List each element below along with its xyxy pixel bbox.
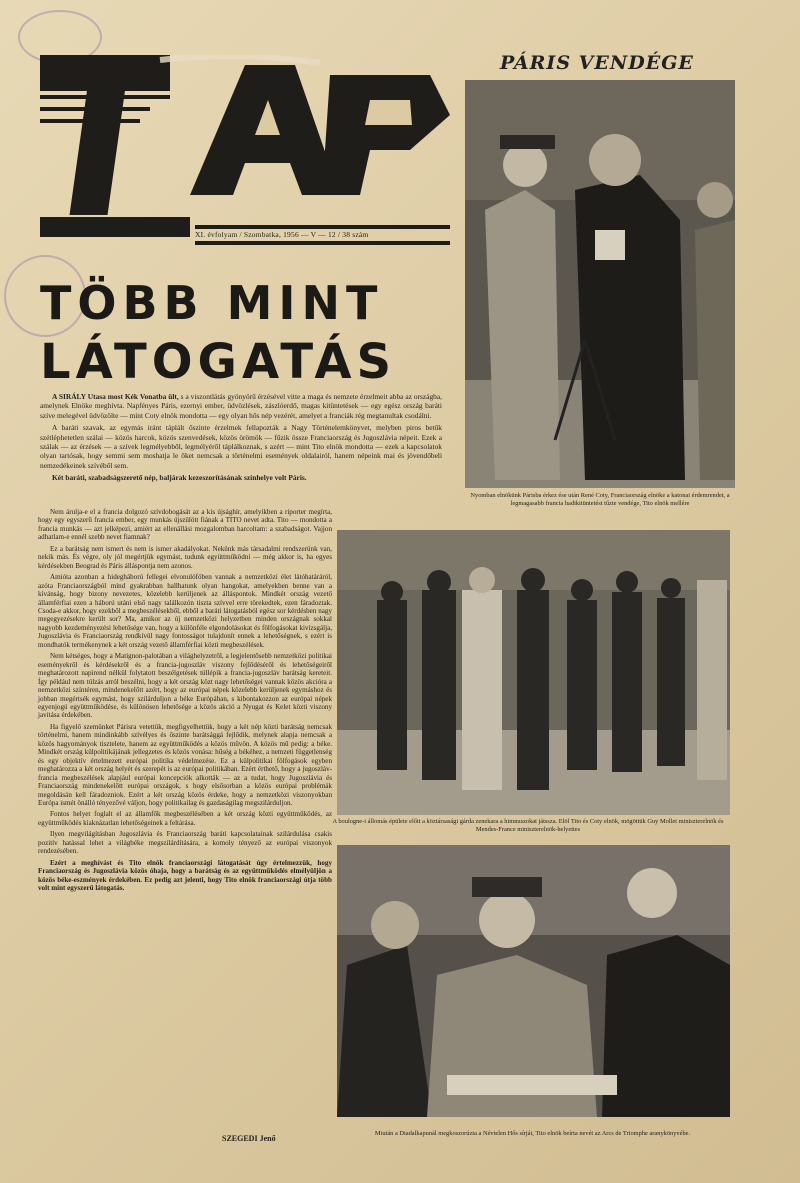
headline-line-1: TÖBB MINT [40, 276, 384, 330]
body-paragraph: Nem kétséges, hogy a Matignon-palotában a világhelyzetről, a legjelentősebb nemzetközi politikai eseményekről és kérdésekről és a francia-jugoszláv viszony fejlődéséről és lehetőségeiről meghatározott napirend nélkül folytatott beszélgetések túllépik a francia-jugoszláv barátság kereteit. Így például nem túlzás arról beszélni, hogy a két ország közt nagy lehetőségei vannak közös akcióra a nemzetközi színtéren, mindenekelőtt azért, hogy az európai népek közelebb kerüljenek egymáshoz és jobban megértsék egymást, hogy szilárduljon a béke Európában, s kibontakozzon az európai népek egyenjogú együttműködése, és különösen lehetősége a közös akció a Nyugat és Kelet közti viszony javítása érdekében. [38, 652, 332, 720]
body-paragraph: Amióta azonban a hidegháború fellegei elvonulóföben vannak a nemzetközi élet látóhatáráról, azóta Franciaországból mind gyakrabban hallhatunk olyan hangokat, amelyekben benne van a kívánság, hogy bizony nevezetes, közelebb kerüljenek az álláspontok. Mindkét ország vezető államférfiai ezen a háború utáni első nagy találkozón tiszta szívvel erre törekedtek, ezen fáradoztak. Csoda-e akkor, hogy ezekből a megbeszélésekből, ebből a baráti látogatásból egész sor kérdésben nagy megegyezésekre került sor? Ma, amikor az új nemzetközi helyzetben minden országnak sokkal nagyobb kezdeményezési lehetősége van, hogy a különféle elgondolásokat és fölfogásokat kivizsgálja, Jugoszlávia és Franciaország rendkívül nagy fontosságot tulajdonít ennek a lehetőségnek, s ezért is mondhatók termékenynek a két ország vezető államférfiai közti megbeszélések. [38, 573, 332, 649]
body-paragraph: Fontos helyet foglalt el az államfők megbeszélésében a két ország közti együttműködés, az együttműködés kiaknázatlan lehetőségeinek a feltárása. [38, 810, 332, 827]
issue-line: XI. évfolyam / Szombatka, 1956 — V — 12 / 38 szám [195, 230, 369, 239]
intro-lead: A SIRÁLY Utasa most Kék Vonatba ült, [52, 392, 179, 401]
byline: SZEGEDI Jenő [222, 1134, 276, 1143]
photo-decoration-ceremony [465, 80, 735, 488]
article-body [38, 508, 332, 895]
body-paragraph: Ez a barátság nem ismert és nem is ismer akadályokat. Nekünk más társadalmi rendszerünk van, nekik más. És végre, oly jól megértjük egymást, tudunk együttműködni — még akkor is, ha egyes kérdésekben Beograd és Páris álláspontja nem azonos. [38, 544, 332, 570]
photo-caption-3: Miután a Diadalkapunál megkoszorúzta a Névtelen Hős sírját, Tito elnök beírta nevét az Arcs de Triomphe aranykönyvébe. [374, 1130, 691, 1137]
body-paragraph: Ezért a meghívást és Tito elnök franciaországi látogatását úgy értelmezzük, hogy Franciaország és Jugoszlávia közös óhaja, hogy a barátság és az együttműködés elmélyüljön a közös béke-eszmények érdekében. Ez pedig azt jelenti, hogy Tito elnök franciaországi útja több volt mint egyszerű látogatás. [38, 858, 332, 893]
photo-golden-book-signing [337, 845, 730, 1117]
photo-caption-2: A boulogne-i állomás épülete előtt a köztársasági gárda zenekara a himnuszokat játssza. Elöl Tito és Coty elnök, mögöttük Guy Mollet miniszterelnök és Mendes-France miniszterelnök-helyettes [332, 818, 724, 833]
intro-paragraph-2: A baráti szavak, az egymás iránt táplált őszinte érzelmek fellapozták a Nagy Történelemkönyvet, melyben piros betűk szétléphetetlen szálai — közös harcok, közös szenvedések, közös örömök — fűzik össze Franciaország és Jugoszlávia népeit. Ezek a szálak — az érzések — a szívek legmélyebből, legmélyéről táplálkoznak, s azért — mint Tito elnök mondotta — ezek a kapcsolatok olyan tartósak, hogy semmi sem moshatja le őket nemcsak a történelmi események oldalairól, hanem népeink mai és jövendőbeli nemzedékeinek szívéből sem. [40, 423, 442, 470]
photo-section-title: PÁRIS VENDÉGE [500, 52, 694, 74]
photo-caption-1: Nyomban elnökünk Párisba érkez ése után René Coty, Franciaország elnöke a katonai érdemrendet, a legmagasabb francia hadikitüntetést tűzte vendége, Tito elnök mellére [470, 492, 730, 507]
body-paragraph: Ilyen megvilágításban Jugoszlávia és Franciaország baráti kapcsolatainak szilárdulása csakis pozitív hatással lehet a világbéke megszilárdítására, a komoly tényező az európai viszonyok rendezésében. [38, 830, 332, 856]
main-headline [40, 276, 450, 390]
body-paragraph: Ha figyelő szemünket Párisra vetettük, megfigyelhettük, hogy a két nép közti barátság nemcsak történelmi, hanem mindinkább szívélyes és őszinte barátsággá fejlődik, melynek alapja nemcsak a közös hagyományok tisztelete, hanem az együttműködés a közös művön. A közös mű pedig: a béke. Mindkét ország külpolitikájának jellegzetes és közös vonása: hűség a békéhez, a nemzeti függetlenség és egy objektív értelmezett európai politika védelmezése. Ez a külpolitikai fölfogások egyben meghatározza a két ország helyét és szerepét is az európai politikában. Ezért érthető, hogy a jugoszláv-francia megbeszélések alapjául európai koncepciók alkották — az a tudat, hogy Jugoszlávia és Franciaország mindenekelőtt európai országok, s hogy elsősorban a közös európai problémák megoldásán kell fáradozniok. Ezért a két ország közös érdeke, hogy a nemzetközi viszonyokban Európa ismét önálló tényezővé váljon, hogy politikailag és gazdaságilag megszilárduljon. [38, 722, 332, 807]
body-paragraph: Nem árulja-e el a francia dolgozó szívdobogását az a kis újsághír, amelyikben a riporter megírta, hogy egy egyszerű francia ember, egy munkás újszülött fiának a TITO nevet adta. Tito — mondotta a francia munkás — azt jelképezi, amiért az ellenállási mozgalomban harcoltam: a szabadságot. Vajjon adhatlam-e ennél szebb nevet fiamnak? [38, 508, 332, 542]
intro-paragraph-3: Két baráti, szabadságszerető nép, baljárak kezeszorításának színhelye volt Páris. [52, 473, 307, 483]
masthead-logo [40, 55, 450, 245]
intro-paragraphs [40, 392, 442, 486]
headline-line-2: LÁTOGATÁS [40, 334, 397, 390]
photo-station-anthems [337, 530, 730, 815]
intro-rest: s a viszontlátás gyönyörű érzésével vitte a maga és nemzete érzelmeit abba az országba, amelynek Elnöke meghívta. Napfényes Páris, ezernyi ember, üdvözlések, zászlóerdő, magas kitüntetések — egy egész ország baráti szíve melegével üdvözölte — mint Coty elnök mondotta — egy olyan hős nép vezérét, amelyet a franciák rég megtanultak csodálni. [40, 392, 442, 420]
